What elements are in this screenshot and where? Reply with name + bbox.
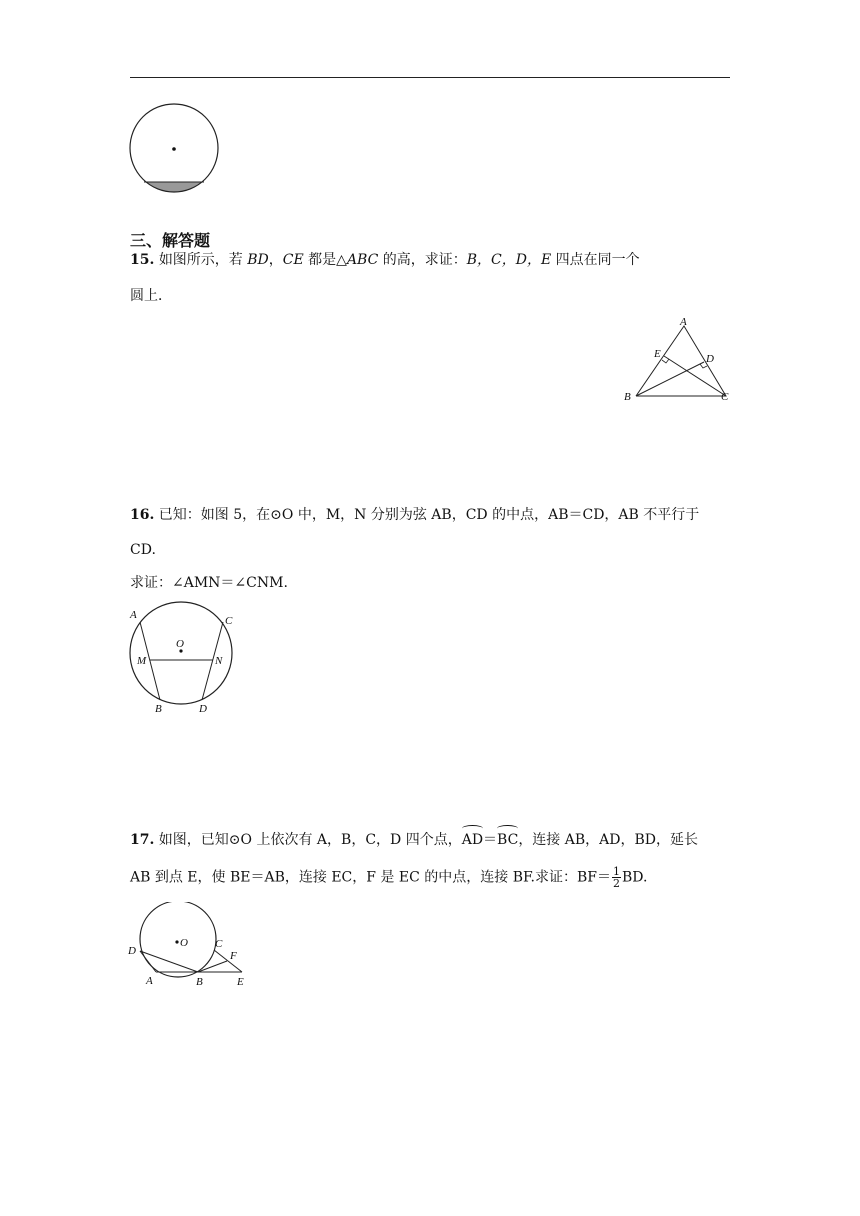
header-rule xyxy=(130,77,730,78)
q16-number: 16. xyxy=(130,507,155,523)
q17-circle-figure xyxy=(124,902,256,994)
fraction-one-half: $\frac{1}{2}$ xyxy=(612,865,620,890)
q16-line2: CD. xyxy=(130,542,156,558)
q15-label-c: C xyxy=(721,391,729,403)
q15-triangle-figure xyxy=(618,314,738,406)
arc-ad: AD xyxy=(461,832,484,848)
q17-label-c: C xyxy=(215,938,223,950)
q17-label-o: O xyxy=(180,937,188,949)
q17-label-a: A xyxy=(146,975,153,987)
q15-label-e: E xyxy=(654,348,661,360)
q16-label-n: N xyxy=(215,655,223,667)
q16-circle-figure xyxy=(124,596,250,718)
q17-label-f: F xyxy=(230,950,237,962)
q15-number: 15. xyxy=(130,252,155,268)
q16-label-m: M xyxy=(137,655,147,667)
q16-line1: 16. 已知：如图 5，在⊙O 中，M，N 分别为弦 AB，CD 的中点，AB＝CD，AB 不平行于 xyxy=(130,507,700,523)
q16-label-o: O xyxy=(176,638,184,650)
q16-line3: 求证：∠AMN＝∠CNM. xyxy=(130,575,288,591)
q15-line2: 圆上． xyxy=(130,288,172,304)
arc-bc: BC xyxy=(497,832,519,848)
section-title: 三、解答题 xyxy=(130,231,211,250)
q17-label-e: E xyxy=(237,976,244,988)
circle-segment-figure xyxy=(128,102,222,196)
q15-line1: 15. 如图所示，若 BD，CE 都是△ABC 的高，求证：B，C，D，E 四点在同一个 xyxy=(130,252,640,268)
q17-number: 17. xyxy=(130,832,155,848)
q16-label-c: C xyxy=(225,615,233,627)
q16-label-d: D xyxy=(199,703,207,715)
q15-label-b: B xyxy=(624,391,631,403)
q15-label-d: D xyxy=(706,353,714,365)
q16-label-b: B xyxy=(155,703,162,715)
q16-label-a: A xyxy=(130,609,137,621)
q17-line2: AB 到点 E，使 BE＝AB，连接 EC，F 是 EC 的中点，连接 BF.求证：BF＝ $\frac{1}{2}$ BD. xyxy=(130,865,648,890)
q15-label-a: A xyxy=(680,316,687,328)
q17-line1: 17. 如图，已知⊙O 上依次有 A，B，C，D 四个点，AD＝BC，连接 AB，AD，BD，延长 xyxy=(130,832,699,848)
q17-label-d: D xyxy=(128,945,136,957)
q17-label-b: B xyxy=(196,976,203,988)
